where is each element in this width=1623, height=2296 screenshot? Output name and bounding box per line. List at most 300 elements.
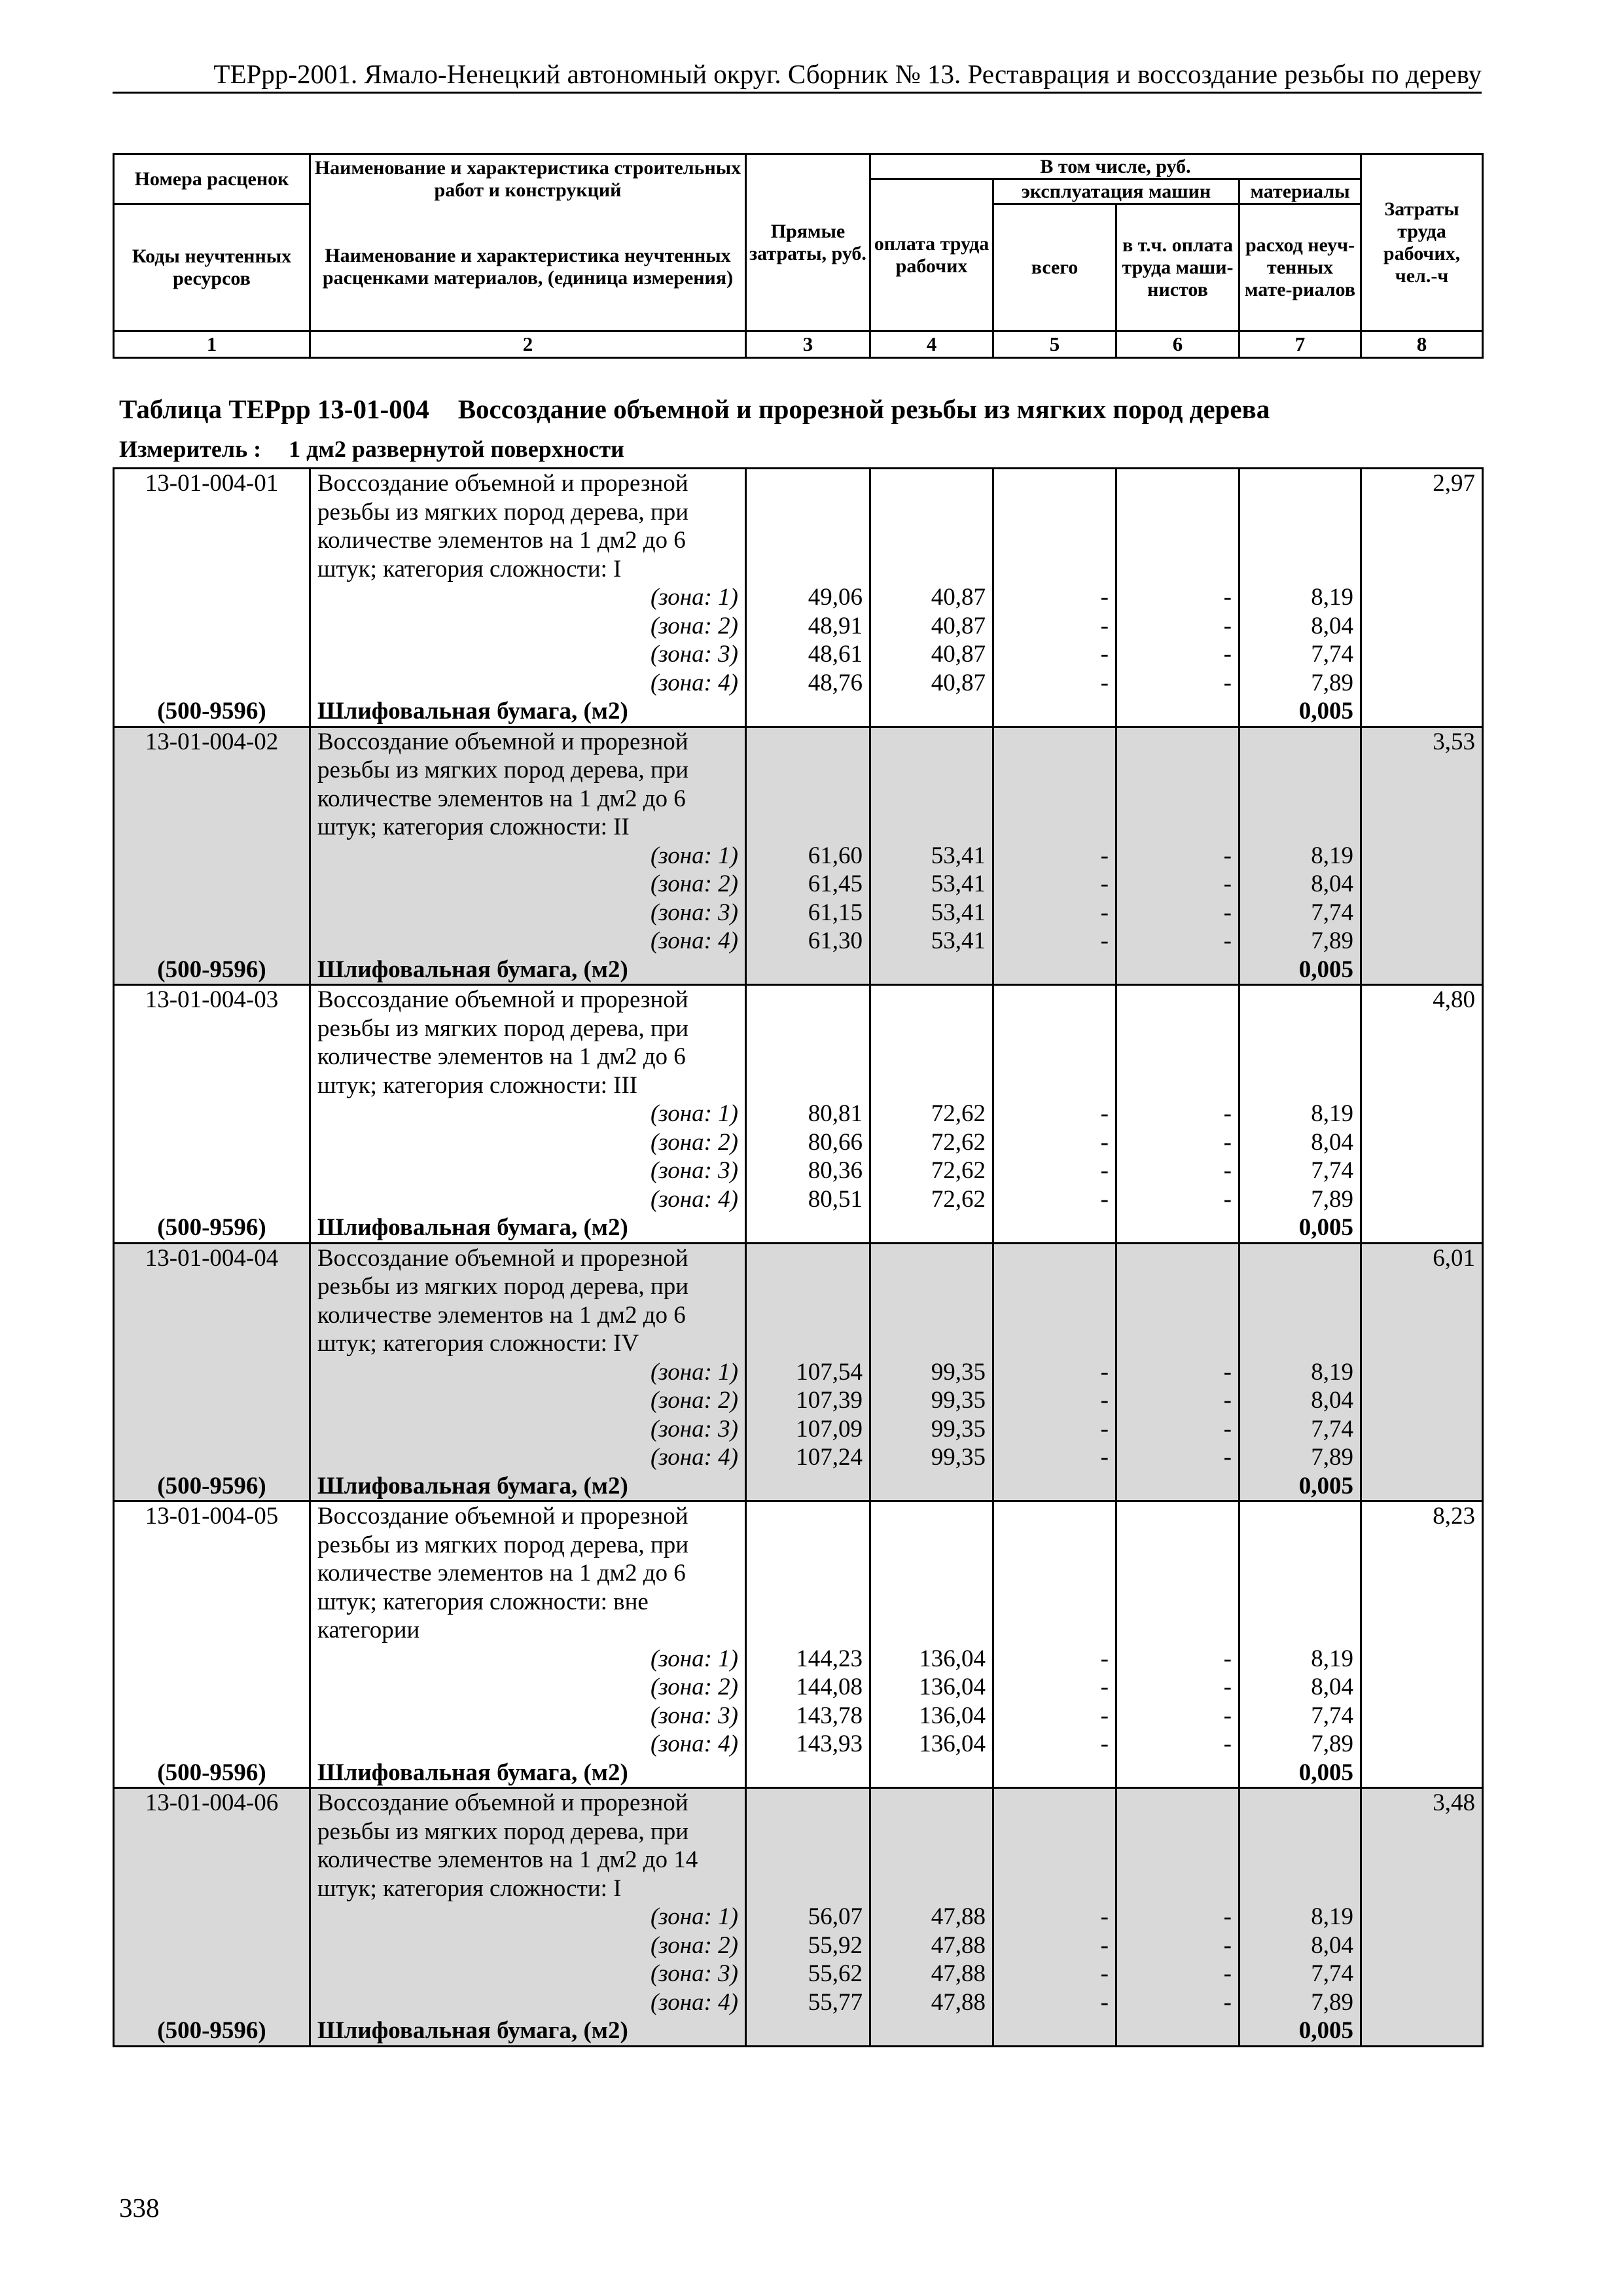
wage-cost: 40,87 bbox=[870, 669, 993, 698]
empty-cell bbox=[1116, 956, 1240, 985]
empty-cell bbox=[1361, 1931, 1483, 1960]
resource-code: (500-9596) bbox=[114, 1759, 310, 1788]
zone-row bbox=[114, 1960, 1483, 1988]
rate-description: Воссоздание объемной и прорезной резьбы из мягких пород дерева, при количестве элементов на 1 дм2 до 6 штук; категория сложности: III bbox=[310, 985, 746, 1100]
machine-cost: - bbox=[993, 583, 1116, 612]
machine-cost: - bbox=[993, 1415, 1116, 1444]
empty-cell bbox=[114, 1903, 310, 1931]
empty-cell bbox=[993, 956, 1116, 985]
machine-wage-cost: - bbox=[1116, 870, 1240, 899]
resource-row bbox=[114, 1759, 1483, 1788]
header-machines: эксплуатация машин bbox=[993, 179, 1240, 204]
empty-cell bbox=[1116, 1501, 1240, 1645]
zone-label: (зона: 2) bbox=[310, 870, 746, 899]
machine-cost: - bbox=[993, 1358, 1116, 1387]
material-cost: 8,19 bbox=[1240, 1358, 1361, 1387]
wage-cost: 53,41 bbox=[870, 899, 993, 927]
zone-row bbox=[114, 1100, 1483, 1128]
direct-cost: 61,15 bbox=[746, 899, 870, 927]
empty-cell bbox=[746, 985, 870, 1100]
material-cost: 8,19 bbox=[1240, 842, 1361, 870]
material-cost: 8,04 bbox=[1240, 1673, 1361, 1702]
material-cost: 8,04 bbox=[1240, 1931, 1361, 1960]
empty-cell bbox=[114, 1386, 310, 1415]
zone-label: (зона: 3) bbox=[310, 1415, 746, 1444]
empty-cell bbox=[746, 2017, 870, 2046]
resource-qty: 0,005 bbox=[1240, 1759, 1361, 1788]
empty-cell bbox=[1116, 1243, 1240, 1358]
machine-cost: - bbox=[993, 1185, 1116, 1214]
resource-name: Шлифовальная бумага, (м2) bbox=[310, 1759, 746, 1788]
zone-label: (зона: 3) bbox=[310, 1960, 746, 1988]
machine-cost: - bbox=[993, 1931, 1116, 1960]
wage-cost: 99,35 bbox=[870, 1386, 993, 1415]
meter-value: 1 дм2 развернутой поверхности bbox=[289, 436, 624, 462]
empty-cell bbox=[1361, 956, 1483, 985]
empty-cell bbox=[114, 1443, 310, 1472]
zone-row bbox=[114, 583, 1483, 612]
labor-cost: 4,80 bbox=[1361, 985, 1483, 1100]
zone-label: (зона: 2) bbox=[310, 1931, 746, 1960]
zone-label: (зона: 2) bbox=[310, 1673, 746, 1702]
direct-cost: 143,93 bbox=[746, 1730, 870, 1759]
zone-label: (зона: 4) bbox=[310, 1185, 746, 1214]
machine-wage-cost: - bbox=[1116, 1358, 1240, 1387]
machine-cost: - bbox=[993, 1100, 1116, 1128]
zone-row bbox=[114, 1157, 1483, 1185]
material-cost: 7,89 bbox=[1240, 1730, 1361, 1759]
resource-qty: 0,005 bbox=[1240, 1472, 1361, 1501]
wage-cost: 40,87 bbox=[870, 640, 993, 669]
empty-cell bbox=[1361, 640, 1483, 669]
empty-cell bbox=[114, 1960, 310, 1988]
rate-entry bbox=[114, 726, 1483, 985]
zone-row bbox=[114, 669, 1483, 698]
machine-cost: - bbox=[993, 1673, 1116, 1702]
header-num-1: 1 bbox=[114, 331, 310, 358]
zone-label: (зона: 3) bbox=[310, 1157, 746, 1185]
header-incl: В том числе, руб. bbox=[870, 154, 1361, 179]
header-col5: всего bbox=[993, 204, 1116, 331]
machine-wage-cost: - bbox=[1116, 669, 1240, 698]
machine-cost: - bbox=[993, 899, 1116, 927]
wage-cost: 72,62 bbox=[870, 1185, 993, 1214]
zone-row bbox=[114, 640, 1483, 669]
material-cost: 8,19 bbox=[1240, 1100, 1361, 1128]
resource-qty: 0,005 bbox=[1240, 697, 1361, 726]
empty-cell bbox=[870, 1501, 993, 1645]
empty-cell bbox=[746, 697, 870, 726]
header-num-6: 6 bbox=[1116, 331, 1240, 358]
zone-label: (зона: 1) bbox=[310, 1100, 746, 1128]
zone-row bbox=[114, 1673, 1483, 1702]
zone-label: (зона: 4) bbox=[310, 1730, 746, 1759]
direct-cost: 56,07 bbox=[746, 1903, 870, 1931]
empty-cell bbox=[1361, 899, 1483, 927]
rate-description: Воссоздание объемной и прорезной резьбы из мягких пород дерева, при количестве элементов на 1 дм2 до 6 штук; категория сложности: IV bbox=[310, 1243, 746, 1358]
empty-cell bbox=[1116, 1213, 1240, 1243]
empty-cell bbox=[870, 469, 993, 584]
header-col1-top: Номера расценок bbox=[114, 154, 310, 204]
resource-qty: 0,005 bbox=[1240, 1213, 1361, 1243]
header-num-7: 7 bbox=[1240, 331, 1361, 358]
machine-wage-cost: - bbox=[1116, 927, 1240, 956]
rate-description: Воссоздание объемной и прорезной резьбы из мягких пород дерева, при количестве элементов на 1 дм2 до 6 штук; категория сложности: II bbox=[310, 726, 746, 842]
zone-label: (зона: 1) bbox=[310, 583, 746, 612]
material-cost: 8,19 bbox=[1240, 583, 1361, 612]
empty-cell bbox=[1240, 1501, 1361, 1645]
empty-cell bbox=[114, 640, 310, 669]
direct-cost: 144,08 bbox=[746, 1673, 870, 1702]
rate-entry bbox=[114, 1243, 1483, 1501]
empty-cell bbox=[1361, 1960, 1483, 1988]
machine-wage-cost: - bbox=[1116, 842, 1240, 870]
wage-cost: 47,88 bbox=[870, 1960, 993, 1988]
zone-row bbox=[114, 1128, 1483, 1157]
zone-row bbox=[114, 842, 1483, 870]
zone-row bbox=[114, 1386, 1483, 1415]
header-col3: Прямые затраты, руб. bbox=[746, 154, 870, 331]
direct-cost: 55,77 bbox=[746, 1988, 870, 2017]
empty-cell bbox=[1240, 726, 1361, 842]
direct-cost: 48,76 bbox=[746, 669, 870, 698]
empty-cell bbox=[1361, 2017, 1483, 2046]
rate-code: 13-01-004-02 bbox=[114, 726, 310, 842]
zone-row bbox=[114, 1988, 1483, 2017]
direct-cost: 143,78 bbox=[746, 1702, 870, 1731]
resource-code: (500-9596) bbox=[114, 1472, 310, 1501]
direct-cost: 80,51 bbox=[746, 1185, 870, 1214]
material-cost: 8,04 bbox=[1240, 612, 1361, 641]
resource-name: Шлифовальная бумага, (м2) bbox=[310, 2017, 746, 2046]
empty-cell bbox=[870, 1213, 993, 1243]
resource-row bbox=[114, 697, 1483, 726]
empty-cell bbox=[870, 1472, 993, 1501]
rate-entry bbox=[114, 1788, 1483, 2047]
empty-cell bbox=[1361, 1472, 1483, 1501]
empty-cell bbox=[870, 1243, 993, 1358]
zone-label: (зона: 1) bbox=[310, 1903, 746, 1931]
machine-wage-cost: - bbox=[1116, 583, 1240, 612]
direct-cost: 80,81 bbox=[746, 1100, 870, 1128]
zone-label: (зона: 4) bbox=[310, 669, 746, 698]
zone-label: (зона: 4) bbox=[310, 1443, 746, 1472]
material-cost: 7,74 bbox=[1240, 640, 1361, 669]
material-cost: 7,74 bbox=[1240, 1960, 1361, 1988]
resource-name: Шлифовальная бумага, (м2) bbox=[310, 1472, 746, 1501]
labor-cost: 3,53 bbox=[1361, 726, 1483, 842]
material-cost: 8,19 bbox=[1240, 1645, 1361, 1674]
machine-cost: - bbox=[993, 1903, 1116, 1931]
empty-cell bbox=[746, 956, 870, 985]
zone-label: (зона: 2) bbox=[310, 612, 746, 641]
empty-cell bbox=[1116, 2017, 1240, 2046]
resource-name: Шлифовальная бумага, (м2) bbox=[310, 956, 746, 985]
resource-row bbox=[114, 1472, 1483, 1501]
rate-code: 13-01-004-04 bbox=[114, 1243, 310, 1358]
direct-cost: 107,09 bbox=[746, 1415, 870, 1444]
machine-wage-cost: - bbox=[1116, 1702, 1240, 1731]
empty-cell bbox=[1361, 1213, 1483, 1243]
header-col7: расход неуч-тенных мате-риалов bbox=[1240, 204, 1361, 331]
header-num-4: 4 bbox=[870, 331, 993, 358]
zone-row bbox=[114, 1645, 1483, 1674]
empty-cell bbox=[1361, 1702, 1483, 1731]
empty-cell bbox=[993, 726, 1116, 842]
rates-table bbox=[113, 467, 1484, 2047]
machine-cost: - bbox=[993, 1386, 1116, 1415]
machine-wage-cost: - bbox=[1116, 1128, 1240, 1157]
header-col4: оплата труда рабочих bbox=[870, 179, 993, 331]
machine-wage-cost: - bbox=[1116, 1673, 1240, 1702]
column-header-table bbox=[113, 153, 1484, 359]
machine-wage-cost: - bbox=[1116, 1443, 1240, 1472]
machine-cost: - bbox=[993, 1702, 1116, 1731]
empty-cell bbox=[1361, 870, 1483, 899]
table-title bbox=[119, 393, 1270, 425]
empty-cell bbox=[1361, 1358, 1483, 1387]
wage-cost: 72,62 bbox=[870, 1128, 993, 1157]
resource-row bbox=[114, 956, 1483, 985]
empty-cell bbox=[746, 1243, 870, 1358]
header-materials: материалы bbox=[1240, 179, 1361, 204]
zone-row bbox=[114, 1358, 1483, 1387]
empty-cell bbox=[1116, 726, 1240, 842]
zone-label: (зона: 1) bbox=[310, 1358, 746, 1387]
empty-cell bbox=[870, 985, 993, 1100]
wage-cost: 72,62 bbox=[870, 1157, 993, 1185]
machine-wage-cost: - bbox=[1116, 1100, 1240, 1128]
empty-cell bbox=[1361, 842, 1483, 870]
machine-cost: - bbox=[993, 1960, 1116, 1988]
material-cost: 8,19 bbox=[1240, 1903, 1361, 1931]
wage-cost: 72,62 bbox=[870, 1100, 993, 1128]
empty-cell bbox=[993, 1243, 1116, 1358]
rate-code: 13-01-004-06 bbox=[114, 1788, 310, 1903]
empty-cell bbox=[1361, 1157, 1483, 1185]
direct-cost: 61,45 bbox=[746, 870, 870, 899]
empty-cell bbox=[870, 956, 993, 985]
direct-cost: 61,60 bbox=[746, 842, 870, 870]
empty-cell bbox=[1361, 1100, 1483, 1128]
labor-cost: 6,01 bbox=[1361, 1243, 1483, 1358]
empty-cell bbox=[870, 697, 993, 726]
zone-label: (зона: 3) bbox=[310, 640, 746, 669]
header-col1-bottom: Коды неучтенных ресурсов bbox=[114, 204, 310, 331]
machine-cost: - bbox=[993, 1443, 1116, 1472]
empty-cell bbox=[1240, 469, 1361, 584]
labor-cost: 2,97 bbox=[1361, 469, 1483, 584]
empty-cell bbox=[746, 1213, 870, 1243]
machine-wage-cost: - bbox=[1116, 1386, 1240, 1415]
resource-row bbox=[114, 1213, 1483, 1243]
header-num-5: 5 bbox=[993, 331, 1116, 358]
empty-cell bbox=[1361, 612, 1483, 641]
empty-cell bbox=[746, 1759, 870, 1788]
direct-cost: 107,39 bbox=[746, 1386, 870, 1415]
zone-label: (зона: 2) bbox=[310, 1128, 746, 1157]
zone-label: (зона: 3) bbox=[310, 899, 746, 927]
material-cost: 8,04 bbox=[1240, 870, 1361, 899]
empty-cell bbox=[1361, 1730, 1483, 1759]
machine-cost: - bbox=[993, 640, 1116, 669]
material-cost: 7,89 bbox=[1240, 1988, 1361, 2017]
empty-cell bbox=[1116, 1759, 1240, 1788]
machine-cost: - bbox=[993, 1988, 1116, 2017]
empty-cell bbox=[993, 697, 1116, 726]
zone-label: (зона: 3) bbox=[310, 1702, 746, 1731]
material-cost: 7,74 bbox=[1240, 1415, 1361, 1444]
machine-wage-cost: - bbox=[1116, 1645, 1240, 1674]
resource-qty: 0,005 bbox=[1240, 956, 1361, 985]
empty-cell bbox=[1240, 1243, 1361, 1358]
wage-cost: 53,41 bbox=[870, 870, 993, 899]
zone-row bbox=[114, 1730, 1483, 1759]
rate-code: 13-01-004-01 bbox=[114, 469, 310, 584]
direct-cost: 80,36 bbox=[746, 1157, 870, 1185]
zone-row bbox=[114, 1702, 1483, 1731]
zone-row bbox=[114, 927, 1483, 956]
empty-cell bbox=[1361, 697, 1483, 726]
machine-wage-cost: - bbox=[1116, 899, 1240, 927]
zone-row bbox=[114, 1931, 1483, 1960]
empty-cell bbox=[870, 1759, 993, 1788]
zone-row bbox=[114, 1443, 1483, 1472]
empty-cell bbox=[993, 1759, 1116, 1788]
direct-cost: 48,91 bbox=[746, 612, 870, 641]
wage-cost: 53,41 bbox=[870, 842, 993, 870]
empty-cell bbox=[1240, 1788, 1361, 1903]
resource-name: Шлифовальная бумага, (м2) bbox=[310, 1213, 746, 1243]
wage-cost: 47,88 bbox=[870, 1903, 993, 1931]
direct-cost: 107,54 bbox=[746, 1358, 870, 1387]
header-num-3: 3 bbox=[746, 331, 870, 358]
empty-cell bbox=[114, 1702, 310, 1731]
labor-cost: 3,48 bbox=[1361, 1788, 1483, 1903]
empty-cell bbox=[746, 726, 870, 842]
machine-wage-cost: - bbox=[1116, 1988, 1240, 2017]
rate-description: Воссоздание объемной и прорезной резьбы из мягких пород дерева, при количестве элементов на 1 дм2 до 14 штук; категория сложности: I bbox=[310, 1788, 746, 1903]
zone-row bbox=[114, 612, 1483, 641]
meter-label: Измеритель : bbox=[119, 436, 262, 462]
empty-cell bbox=[114, 842, 310, 870]
empty-cell bbox=[1361, 1645, 1483, 1674]
empty-cell bbox=[746, 1472, 870, 1501]
empty-cell bbox=[114, 1931, 310, 1960]
machine-wage-cost: - bbox=[1116, 1415, 1240, 1444]
machine-wage-cost: - bbox=[1116, 1903, 1240, 1931]
rate-code: 13-01-004-05 bbox=[114, 1501, 310, 1645]
empty-cell bbox=[1361, 583, 1483, 612]
wage-cost: 136,04 bbox=[870, 1730, 993, 1759]
material-cost: 7,89 bbox=[1240, 927, 1361, 956]
empty-cell bbox=[1361, 1903, 1483, 1931]
resource-qty: 0,005 bbox=[1240, 2017, 1361, 2046]
empty-cell bbox=[1116, 1788, 1240, 1903]
direct-cost: 61,30 bbox=[746, 927, 870, 956]
empty-cell bbox=[1116, 469, 1240, 584]
table-title-name: Воссоздание объемной и прорезной резьбы из мягких пород дерева bbox=[457, 394, 1270, 424]
machine-cost: - bbox=[993, 1128, 1116, 1157]
wage-cost: 99,35 bbox=[870, 1443, 993, 1472]
table-title-label: Таблица ТЕРрр 13-01-004 bbox=[119, 394, 429, 424]
empty-cell bbox=[746, 1788, 870, 1903]
empty-cell bbox=[1361, 1673, 1483, 1702]
empty-cell bbox=[746, 1501, 870, 1645]
empty-cell bbox=[993, 1472, 1116, 1501]
resource-code: (500-9596) bbox=[114, 956, 310, 985]
empty-cell bbox=[114, 1645, 310, 1674]
zone-row bbox=[114, 1185, 1483, 1214]
header-num-2: 2 bbox=[310, 331, 746, 358]
machine-cost: - bbox=[993, 870, 1116, 899]
wage-cost: 136,04 bbox=[870, 1645, 993, 1674]
wage-cost: 99,35 bbox=[870, 1415, 993, 1444]
empty-cell bbox=[870, 726, 993, 842]
empty-cell bbox=[1361, 1185, 1483, 1214]
empty-cell bbox=[993, 985, 1116, 1100]
rate-description: Воссоздание объемной и прорезной резьбы из мягких пород дерева, при количестве элементов на 1 дм2 до 6 штук; категория сложности: вне категории bbox=[310, 1501, 746, 1645]
direct-cost: 49,06 bbox=[746, 583, 870, 612]
direct-cost: 80,66 bbox=[746, 1128, 870, 1157]
resource-code: (500-9596) bbox=[114, 1213, 310, 1243]
machine-cost: - bbox=[993, 1645, 1116, 1674]
material-cost: 8,04 bbox=[1240, 1128, 1361, 1157]
material-cost: 7,74 bbox=[1240, 1157, 1361, 1185]
empty-cell bbox=[114, 1128, 310, 1157]
direct-cost: 55,62 bbox=[746, 1960, 870, 1988]
empty-cell bbox=[114, 899, 310, 927]
empty-cell bbox=[746, 469, 870, 584]
direct-cost: 55,92 bbox=[746, 1931, 870, 1960]
labor-cost: 8,23 bbox=[1361, 1501, 1483, 1645]
direct-cost: 107,24 bbox=[746, 1443, 870, 1472]
page-number: 338 bbox=[119, 2193, 160, 2223]
machine-cost: - bbox=[993, 927, 1116, 956]
wage-cost: 53,41 bbox=[870, 927, 993, 956]
machine-wage-cost: - bbox=[1116, 1157, 1240, 1185]
empty-cell bbox=[114, 1988, 310, 2017]
empty-cell bbox=[114, 612, 310, 641]
machine-cost: - bbox=[993, 842, 1116, 870]
material-cost: 7,74 bbox=[1240, 1702, 1361, 1731]
material-cost: 7,89 bbox=[1240, 669, 1361, 698]
empty-cell bbox=[114, 1673, 310, 1702]
rate-entry bbox=[114, 985, 1483, 1244]
empty-cell bbox=[114, 669, 310, 698]
wage-cost: 40,87 bbox=[870, 612, 993, 641]
empty-cell bbox=[1361, 1128, 1483, 1157]
header-col2-top: Наименование и характеристика строительных работ и конструкций bbox=[310, 154, 746, 204]
machine-wage-cost: - bbox=[1116, 612, 1240, 641]
wage-cost: 40,87 bbox=[870, 583, 993, 612]
meter bbox=[119, 435, 624, 463]
empty-cell bbox=[1361, 1443, 1483, 1472]
empty-cell bbox=[114, 583, 310, 612]
rate-entry bbox=[114, 1501, 1483, 1788]
wage-cost: 47,88 bbox=[870, 1988, 993, 2017]
header-col2-bottom: Наименование и характеристика неучтенных расценками материалов, (единица измерения) bbox=[310, 204, 746, 331]
direct-cost: 144,23 bbox=[746, 1645, 870, 1674]
empty-cell bbox=[114, 1415, 310, 1444]
wage-cost: 47,88 bbox=[870, 1931, 993, 1960]
empty-cell bbox=[1116, 697, 1240, 726]
resource-name: Шлифовальная бумага, (м2) bbox=[310, 697, 746, 726]
material-cost: 7,74 bbox=[1240, 899, 1361, 927]
empty-cell bbox=[1361, 1415, 1483, 1444]
empty-cell bbox=[114, 1730, 310, 1759]
empty-cell bbox=[114, 1157, 310, 1185]
